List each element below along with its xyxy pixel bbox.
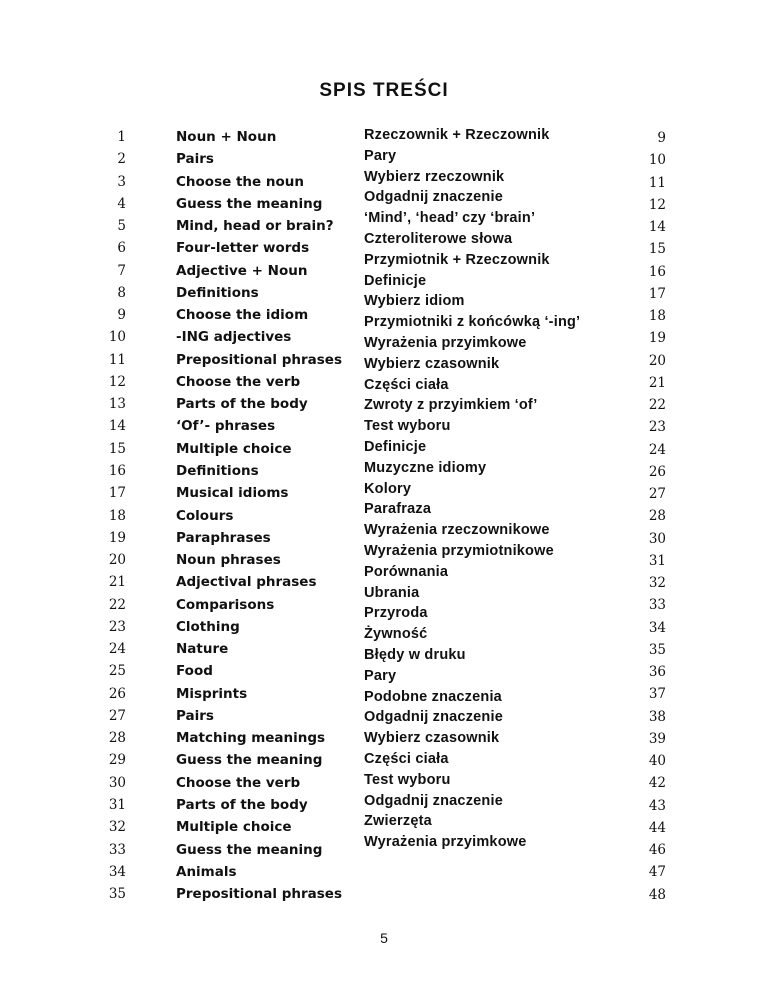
toc-page-number: 34 xyxy=(648,619,666,636)
english-title: Noun + Noun xyxy=(176,129,277,145)
chapter-number: 28 xyxy=(108,730,126,747)
polish-title: Podobne znaczenia xyxy=(364,688,502,705)
english-title: Animals xyxy=(176,863,237,880)
chapter-number: 13 xyxy=(108,396,126,413)
chapter-number: 32 xyxy=(108,819,126,836)
chapter-number: 22 xyxy=(108,596,126,613)
chapter-number: 24 xyxy=(108,641,126,658)
chapter-number: 33 xyxy=(108,841,126,858)
english-title: Definitions xyxy=(176,284,259,301)
english-title: Musical idioms xyxy=(176,485,289,502)
chapter-number: 12 xyxy=(108,373,126,390)
toc-page-number: 35 xyxy=(648,641,666,658)
toc-page-number: 18 xyxy=(648,308,666,324)
polish-title: Żywność xyxy=(364,626,428,643)
polish-title: Odgadnij znaczenie xyxy=(364,709,503,726)
polish-title: Kolory xyxy=(364,480,412,497)
english-title: Choose the verb xyxy=(176,373,301,390)
chapter-number: 9 xyxy=(117,307,126,324)
toc-page-number: 11 xyxy=(648,174,666,191)
chapter-number: 21 xyxy=(108,574,126,591)
english-title: Guess the meaning xyxy=(176,841,323,858)
polish-title: Przymiotnik + Rzeczownik xyxy=(364,251,550,268)
english-title: Mind, head or brain? xyxy=(176,218,334,235)
english-title: Food xyxy=(176,663,213,680)
toc-page-number: 47 xyxy=(648,864,666,881)
english-title: Parts of the body xyxy=(176,796,308,813)
chapter-number: 35 xyxy=(108,886,126,903)
chapter-number: 15 xyxy=(108,440,126,457)
chapter-number: 16 xyxy=(108,462,126,479)
polish-title: Test wyboru xyxy=(364,418,451,435)
polish-title: Porównania xyxy=(364,563,449,580)
toc-page-number: 10 xyxy=(648,152,666,169)
english-title: Clothing xyxy=(176,618,240,635)
chapter-number: 26 xyxy=(108,685,126,702)
polish-title: Wyrażenia przyimkowe xyxy=(364,834,527,851)
toc-page-number: 27 xyxy=(648,486,666,502)
polish-title: Definicje xyxy=(364,272,427,289)
english-title-column xyxy=(176,126,342,905)
chapter-number: 8 xyxy=(117,284,126,301)
toc-page-number: 36 xyxy=(648,664,666,680)
chapter-number: 10 xyxy=(108,329,126,346)
english-title: Choose the verb xyxy=(176,774,301,791)
polish-title-column xyxy=(364,125,580,853)
polish-title: Części ciała xyxy=(364,376,449,393)
polish-title: Definicje xyxy=(364,438,427,455)
polish-title: Wybierz czasownik xyxy=(364,730,500,747)
english-title: Nature xyxy=(176,641,229,658)
polish-title: Test wyboru xyxy=(364,771,451,788)
english-title: Multiple choice xyxy=(176,440,292,457)
english-title: Pairs xyxy=(176,707,214,724)
toc-page-number: 43 xyxy=(648,797,666,814)
polish-title: Odgadnij znaczenie xyxy=(364,189,503,206)
toc-page-number: 39 xyxy=(648,730,666,747)
english-title: Prepositional phrases xyxy=(176,351,342,368)
toc-page-number: 30 xyxy=(648,530,666,547)
english-title: Choose the idiom xyxy=(176,307,309,324)
english-title: Multiple choice xyxy=(176,819,292,836)
toc-page-number: 33 xyxy=(648,597,666,614)
polish-title: Zwierzęta xyxy=(364,813,432,830)
page-number-column xyxy=(630,127,666,906)
english-title: Choose the noun xyxy=(176,173,304,190)
page-title: SPIS TREŚCI xyxy=(319,80,449,101)
toc-page-number: 20 xyxy=(648,352,666,369)
chapter-number: 25 xyxy=(108,663,126,680)
toc-page-number: 26 xyxy=(648,463,666,480)
page-number: 5 xyxy=(380,930,388,946)
english-title: Guess the meaning xyxy=(176,195,323,212)
polish-title: Wyrażenia rzeczownikowe xyxy=(364,522,550,539)
chapter-number: 30 xyxy=(108,774,126,791)
chapter-number-column xyxy=(96,126,126,905)
toc-page-number: 14 xyxy=(648,219,666,235)
polish-title: Wyrażenia przymiotnikowe xyxy=(364,542,554,559)
polish-title: Rzeczownik + Rzeczownik xyxy=(364,127,550,143)
polish-title: Wybierz idiom xyxy=(364,293,465,310)
polish-title: ‘Mind’, ‘head’ czy ‘brain’ xyxy=(364,210,536,227)
chapter-number: 18 xyxy=(108,507,126,524)
english-title: Misprints xyxy=(176,685,248,702)
toc-page-number: 40 xyxy=(648,753,666,769)
polish-title: Odgadnij znaczenie xyxy=(364,792,503,809)
toc-page-number: 15 xyxy=(648,241,666,258)
polish-title: Przymiotniki z końcówką ‘-ing’ xyxy=(364,314,581,331)
polish-title: Wyrażenia przyimkowe xyxy=(364,334,527,351)
toc-page-number: 37 xyxy=(648,686,666,703)
chapter-number: 31 xyxy=(108,796,126,813)
english-title: Definitions xyxy=(176,462,259,479)
chapter-number: 23 xyxy=(108,618,126,635)
polish-title: Zwroty z przyimkiem ‘of’ xyxy=(364,397,538,414)
chapter-number: 11 xyxy=(108,351,126,368)
polish-title: Muzyczne idiomy xyxy=(364,459,487,476)
toc-page-number: 21 xyxy=(648,374,666,391)
toc-page-number: 31 xyxy=(648,552,666,569)
chapter-number: 6 xyxy=(117,240,126,257)
english-title: -ING adjectives xyxy=(176,329,292,346)
chapter-number: 27 xyxy=(108,707,126,724)
chapter-number: 7 xyxy=(117,262,126,279)
toc-page-number: 22 xyxy=(648,397,666,413)
chapter-number: 34 xyxy=(108,863,126,880)
chapter-number: 19 xyxy=(108,529,126,546)
toc-page-number: 12 xyxy=(648,196,666,213)
toc-page-number: 38 xyxy=(648,708,666,725)
english-title: Pairs xyxy=(176,151,214,168)
english-title: Noun phrases xyxy=(176,552,281,569)
english-title: Comparisons xyxy=(176,596,275,613)
polish-title: Przyroda xyxy=(364,605,428,622)
chapter-number: 17 xyxy=(108,485,126,502)
english-title: Four-letter words xyxy=(176,240,310,257)
polish-title: Parafraza xyxy=(364,501,432,518)
english-title: Colours xyxy=(176,507,234,524)
english-title: Adjective + Noun xyxy=(176,262,308,279)
chapter-number: 3 xyxy=(117,173,126,190)
toc-page-number: 19 xyxy=(648,330,666,347)
toc-page-number: 23 xyxy=(648,419,666,436)
english-title: ‘Of’- phrases xyxy=(176,418,276,435)
toc-page-number: 46 xyxy=(648,842,666,858)
polish-title: Wybierz rzeczownik xyxy=(364,168,505,185)
chapter-number: 5 xyxy=(117,218,126,235)
polish-title: Czteroliterowe słowa xyxy=(364,230,513,247)
chapter-number: 2 xyxy=(117,151,126,168)
polish-title: Błędy w druku xyxy=(364,646,466,663)
toc-page-number: 44 xyxy=(648,819,666,836)
toc-page-number: 48 xyxy=(648,886,666,903)
english-title: Adjectival phrases xyxy=(176,574,317,591)
polish-title: Części ciała xyxy=(364,750,449,767)
english-title: Matching meanings xyxy=(176,730,326,747)
polish-title: Pary xyxy=(364,147,397,164)
chapter-number: 20 xyxy=(108,552,126,569)
toc-page-number: 42 xyxy=(648,775,666,792)
toc-page-number: 9 xyxy=(657,130,666,146)
toc-page-number: 17 xyxy=(648,285,666,302)
chapter-number: 29 xyxy=(108,752,126,769)
polish-title: Wybierz czasownik xyxy=(364,355,500,372)
toc-page-number: 16 xyxy=(648,263,666,280)
chapter-number: 14 xyxy=(108,418,126,435)
chapter-number: 4 xyxy=(117,195,126,212)
english-title: Guess the meaning xyxy=(176,752,323,769)
chapter-number: 1 xyxy=(117,129,126,145)
toc-page-number: 32 xyxy=(648,575,666,591)
english-title: Paraphrases xyxy=(176,529,271,546)
english-title: Parts of the body xyxy=(176,396,308,413)
toc-page-number: 24 xyxy=(648,441,666,458)
polish-title: Pary xyxy=(364,667,397,684)
english-title: Prepositional phrases xyxy=(176,886,342,903)
polish-title: Ubrania xyxy=(364,584,420,601)
toc-page-number: 28 xyxy=(648,508,666,525)
